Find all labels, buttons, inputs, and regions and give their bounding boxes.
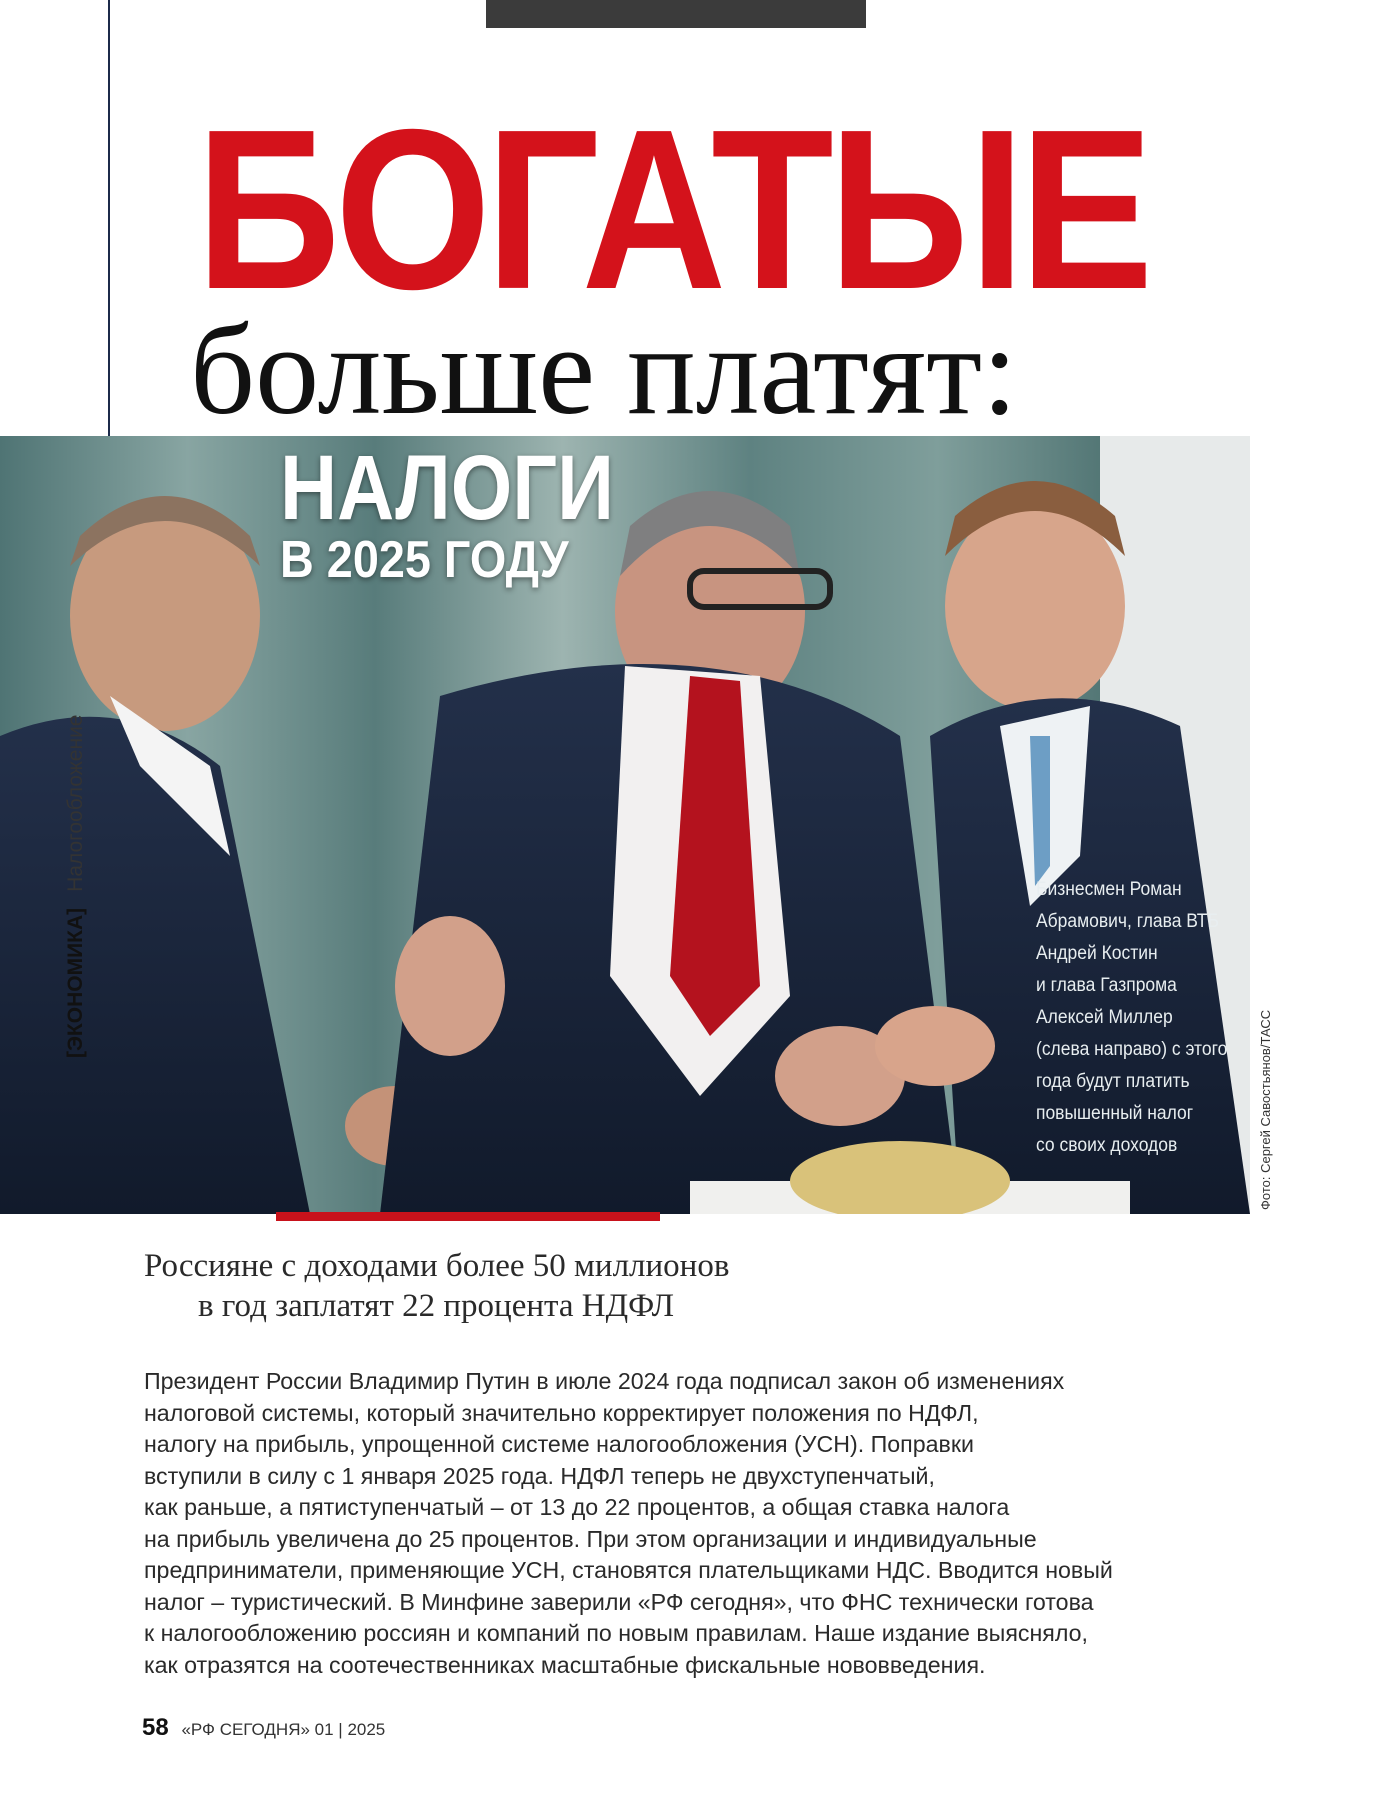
caption-line: Абрамович, глава ВТБ [1036,911,1219,932]
body-line: предприниматели, применяющие УСН, становятся плательщиками НДС. Вводится новый [144,1557,1113,1583]
magazine-name: «РФ СЕГОДНЯ» [181,1720,310,1739]
body-line: как раньше, а пятиступенчатый – от 13 до 22 процентов, а общая ставка налога [144,1494,1010,1520]
article-body [144,1366,1234,1681]
photo-overlay-title: НАЛОГИ [280,437,615,539]
caption-line: и глава Газпрома [1036,975,1177,996]
photo-overlay-subtitle: В 2025 ГОДУ [280,531,569,589]
lead-line-2: в год заплатят 22 процента НДФЛ [198,1288,675,1324]
headline-sub: больше платят: [190,299,1018,441]
photo-credit: Фото: Сергей Савостьянов/ТАСС [1258,1009,1273,1210]
body-line: вступили в силу с 1 января 2025 года. НДФЛ теперь не двухступенчатый, [144,1462,935,1489]
accent-red-line [276,1212,660,1221]
rubric-section: [ЭКОНОМИКА] [64,907,87,1058]
caption-line: повышенный налог [1036,1103,1194,1124]
rubric-topic: Налогообложение [64,714,87,892]
caption-line: Андрей Костин [1036,943,1158,964]
section-rubric [64,715,88,1058]
caption-line: со своих доходов [1036,1135,1178,1156]
photo-caption [1036,874,1229,1162]
caption-line: Алексей Миллер [1036,1007,1173,1028]
body-line: налог – туристический. В Минфине заверили «РФ сегодня», что ФНС технически готова [144,1588,1094,1615]
body-line: как отразятся на соотечественниках масштабные фискальные нововведения. [144,1651,986,1678]
article-lead [144,1246,864,1326]
caption-line: года будут платить [1036,1071,1190,1092]
caption-line: Бизнесмен Роман [1036,879,1182,900]
body-line: Президент России Владимир Путин в июле 2024 года подписал закон об изменениях [144,1368,1065,1394]
body-line: налоговой системы, который значительно корректирует положения по НДФЛ, [144,1399,979,1426]
page-footer [142,1714,385,1742]
body-line: к налогообложению россиян и компаний по новым правилам. Наше издание выясняло, [144,1620,1088,1646]
body-line: налогу на прибыль, упрощенной системе налогообложения (УСН). Поправки [144,1431,974,1457]
page-number: 58 [142,1714,169,1741]
body-line: на прибыль увеличена до 25 процентов. При этом организации и индивидуальные [144,1525,1037,1552]
headline-main: БОГАТЫЕ [196,83,1149,337]
lead-line-1: Россияне с доходами более 50 миллионов [144,1248,730,1284]
top-decor-bar [486,0,866,28]
issue-number: 01 | 2025 [314,1720,386,1739]
caption-line: (слева направо) с этого [1036,1039,1228,1060]
